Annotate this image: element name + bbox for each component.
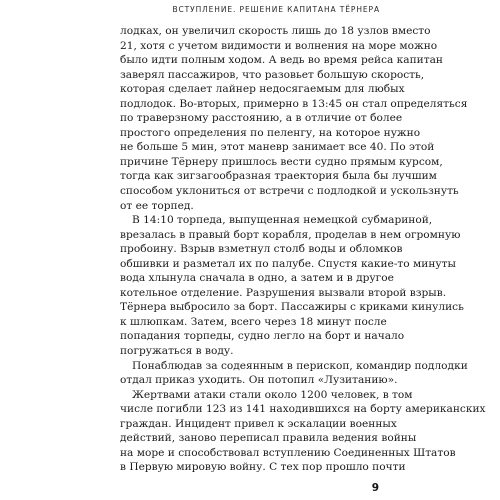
text-line: Понаблюдав за содеянным в перископ, командир подлодки	[132, 359, 468, 372]
text-line: граждан. Инцидент привел к эскалации военных	[120, 417, 397, 430]
text-line: заверял пассажиров, что разовьет большую скорость,	[120, 68, 425, 81]
text-line: пробоину. Взрыв взметнул столб воды и обломков	[120, 243, 403, 256]
text-line: действий, заново переписал правила ведения войны	[120, 432, 417, 445]
text-line: попадания торпеды, судно легло на борт и начало	[120, 330, 405, 343]
text-line: тогда как зигзагообразная траектория была бы лучшим	[120, 170, 437, 183]
text-line: было идти полным ходом. А ведь во время рейса капитан	[120, 54, 443, 67]
text-line: от ее торпед.	[120, 199, 194, 212]
text-line: 21, хотя с учетом видимости и волнения на море можно	[120, 39, 438, 52]
paragraph	[120, 359, 468, 388]
text-line: по траверзному расстоянию, а в отличие от более	[120, 112, 403, 125]
text-line: не больше 5 мин, этот маневр занимает все 40. По этой	[120, 141, 435, 154]
text-line: простого определения по пеленгу, на которое нужно	[120, 126, 421, 139]
text-line: которая сделает лайнер недосягаемым для любых	[120, 83, 405, 96]
text-line: В 14:10 торпеда, выпущенная немецкой субмариной,	[132, 214, 433, 227]
text-line: вода хлынула сначала в одно, а затем и в другое	[120, 272, 394, 285]
text-line: котельное отделение. Разрушения вызвали второй взрыв.	[120, 286, 447, 299]
text-line: на море и способствовал вступлению Соединенных Штатов	[120, 446, 456, 459]
text-line: подлодок. Во-вторых, примерно в 13:45 он стал определяться	[120, 97, 468, 110]
paragraph	[120, 24, 468, 213]
text-line: погружаться в воду.	[120, 345, 234, 358]
body-text	[120, 24, 486, 475]
text-line: отдал приказ уходить. Он потопил «Лузитанию».	[120, 374, 398, 387]
running-header: ВСТУПЛЕНИЕ. РЕШЕНИЕ КАПИТАНА ТЁРНЕРА	[172, 5, 380, 14]
text-line: числе погибли 123 из 141 находившихся на борту американских	[120, 403, 486, 416]
text-line: причине Тёрнеру пришлось вести судно прямым курсом,	[120, 155, 443, 168]
paragraph	[120, 388, 486, 475]
text-line: способом уклониться от встречи с подлодкой и ускользнуть	[120, 185, 459, 198]
paragraph	[120, 213, 464, 358]
text-line: врезалась в правый борт корабля, проделав в нем огромную	[120, 228, 461, 241]
text-line: обшивки и разметал их по палубе. Спустя какие-то минуты	[120, 257, 456, 270]
text-line: к шлюпкам. Затем, всего через 18 минут после	[120, 315, 387, 328]
text-line: Тёрнера выбросило за борт. Пассажиры с криками кинулись	[120, 301, 464, 314]
text-line: в Первую мировую войну. С тех пор прошло почти	[120, 461, 406, 474]
text-line: лодках, он увеличил скорость лишь до 18 узлов вместо	[120, 25, 431, 37]
text-line: Жертвами атаки стали около 1200 человек, в том	[132, 388, 413, 401]
page-number: 9	[371, 482, 379, 494]
